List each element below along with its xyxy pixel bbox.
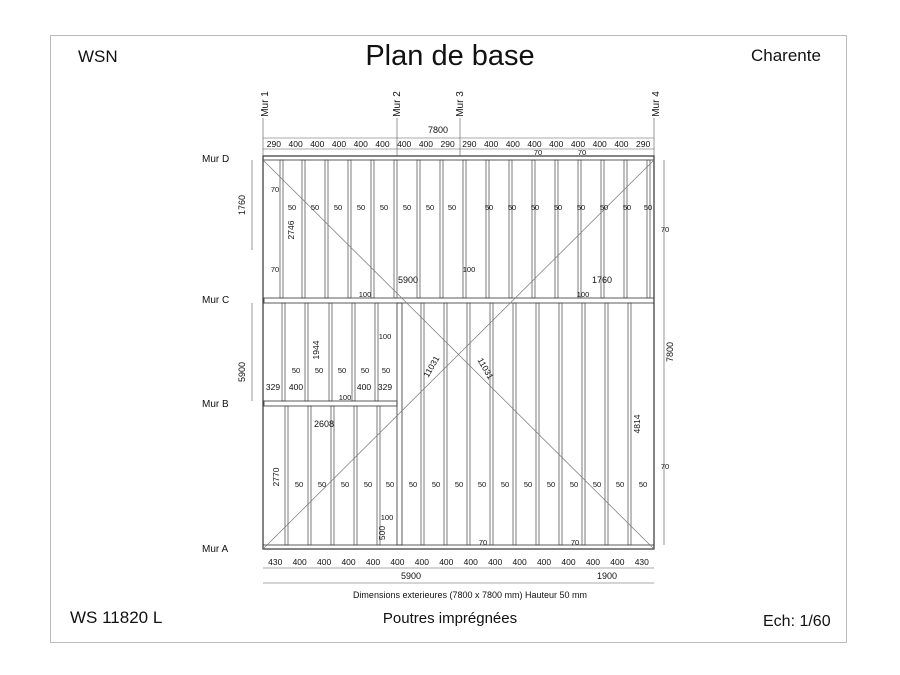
bottom-dimension-label: 400 — [488, 557, 503, 567]
span-400-right: 400 — [356, 382, 372, 392]
bottom-dimension-label: 400 — [561, 557, 576, 567]
gap-100: 100 — [462, 265, 476, 274]
joist — [486, 160, 489, 298]
spacing-label: 50 — [622, 203, 632, 212]
joist — [532, 160, 535, 298]
reference-code: WS 11820 L — [70, 608, 163, 627]
wall-label-horizontal: Mur A — [202, 544, 229, 555]
joist — [513, 303, 516, 545]
joist — [377, 406, 380, 545]
top-dimension-label: 400 — [592, 139, 607, 149]
bottom-total-left: 5900 — [400, 571, 422, 581]
bottom-dimension-label: 430 — [268, 557, 283, 567]
span-500: 500 — [377, 525, 387, 541]
span-2746: 2746 — [286, 220, 296, 240]
wall-label-vertical: Mur 1 — [260, 91, 271, 117]
spacing-label: 50 — [425, 203, 435, 212]
top-dimension-label: 400 — [288, 139, 303, 149]
top-dimension-label: 400 — [505, 139, 520, 149]
beam-vertical-center — [397, 303, 402, 545]
top-dimension-label: 400 — [549, 139, 564, 149]
spacing-label: 50 — [500, 480, 510, 489]
top-dimension-label: 400 — [570, 139, 586, 149]
spacing-label: 50 — [340, 480, 350, 489]
spacing-label: 50 — [599, 203, 609, 212]
spacing-label: 50 — [592, 480, 602, 489]
gap-70: 70 — [577, 148, 587, 157]
bottom-dimension-label: 430 — [634, 557, 649, 567]
joist — [624, 160, 627, 298]
joist — [578, 160, 581, 298]
joist — [559, 303, 562, 545]
spacing-label: 50 — [314, 366, 324, 375]
top-dimension-label: 400 — [527, 139, 542, 149]
page-title: Plan de base — [365, 40, 535, 72]
dimensions-note: Dimensions exterieures (7800 x 7800 mm) Hauteur 50 mm — [352, 590, 588, 600]
bottom-dimension-label: 400 — [292, 557, 307, 567]
spacing-label: 50 — [615, 480, 625, 489]
joist — [467, 303, 470, 545]
spacing-label: 50 — [287, 203, 297, 212]
joist — [628, 303, 631, 545]
joist — [394, 160, 397, 298]
bottom-dimension-label: 400 — [512, 557, 527, 567]
spacing-label: 50 — [546, 480, 556, 489]
joist — [536, 303, 539, 545]
wall-label-horizontal: Mur B — [202, 399, 229, 410]
wall-label-vertical: Mur 3 — [455, 91, 466, 117]
span-5900: 5900 — [397, 275, 419, 285]
scale-label: Ech: 1/60 — [763, 613, 831, 630]
beam-mur-b — [264, 401, 397, 406]
joist — [282, 303, 285, 401]
spacing-label: 50 — [454, 480, 464, 489]
diagonal-bracing — [263, 160, 654, 549]
spacing-label: 50 — [408, 480, 418, 489]
bottom-dimension-label: 400 — [317, 557, 332, 567]
wall-label-vertical: Mur 2 — [392, 91, 403, 117]
span-2770: 2770 — [271, 467, 281, 487]
joist — [509, 160, 512, 298]
spacing-label: 50 — [337, 366, 347, 375]
joist — [582, 303, 585, 545]
top-dimension-label: 290 — [266, 139, 281, 149]
bottom-dimension-label: 400 — [463, 557, 478, 567]
gap-70: 70 — [570, 538, 580, 547]
spacing-label: 50 — [484, 203, 494, 212]
spacing-label: 50 — [379, 203, 389, 212]
joist — [440, 160, 443, 298]
joist — [325, 160, 328, 298]
plan-outline — [263, 156, 654, 549]
span-1944: 1944 — [311, 340, 321, 360]
spacing-label: 50 — [530, 203, 540, 212]
top-dimension-label: 400 — [353, 139, 368, 149]
joist — [555, 160, 558, 298]
joist — [308, 406, 311, 545]
gap-70: 70 — [660, 462, 670, 471]
top-dimension-label: 290 — [462, 139, 477, 149]
wall-label-vertical: Mur 4 — [651, 91, 662, 117]
left-lower-dimension: 5900 — [237, 361, 247, 383]
spacing-label: 50 — [294, 480, 304, 489]
spacing-label: 50 — [360, 366, 370, 375]
joist — [354, 406, 357, 545]
company-label: WSN — [78, 47, 118, 66]
top-dimension-label: 400 — [375, 139, 390, 149]
spacing-label: 50 — [356, 203, 366, 212]
joist — [329, 303, 332, 401]
joist — [305, 303, 308, 401]
left-upper-dimension: 1760 — [237, 194, 247, 216]
spacing-label: 50 — [310, 203, 320, 212]
gap-70: 70 — [270, 265, 280, 274]
spacing-label: 50 — [333, 203, 343, 212]
gap-70: 70 — [478, 538, 488, 547]
joist — [647, 160, 650, 298]
bottom-dimension-label: 400 — [439, 557, 454, 567]
span-329-left: 329 — [265, 382, 281, 392]
spacing-label: 50 — [523, 480, 533, 489]
gap-70: 70 — [270, 185, 280, 194]
top-dimension-label: 400 — [483, 139, 499, 149]
spacing-label: 50 — [643, 203, 653, 212]
spacing-label: 50 — [402, 203, 412, 212]
right-total-dimension: 7800 — [665, 341, 675, 363]
wall-label-horizontal: Mur D — [202, 154, 230, 165]
bottom-total-right: 1900 — [596, 571, 618, 581]
material-label: Poutres imprégnées — [382, 610, 518, 627]
spacing-label: 50 — [569, 480, 579, 489]
top-dimension-label: 400 — [310, 139, 325, 149]
bottom-dimension-label: 400 — [414, 557, 429, 567]
gap-70: 70 — [660, 225, 670, 234]
bottom-dimension-label: 400 — [585, 557, 600, 567]
beam-mur-c — [264, 298, 654, 303]
spacing-label: 50 — [576, 203, 586, 212]
gap-100: 100 — [380, 513, 394, 522]
spacing-label: 50 — [385, 480, 395, 489]
bottom-dimension-label: 400 — [390, 557, 405, 567]
joist — [421, 303, 424, 545]
gap-100: 100 — [358, 290, 372, 299]
joist — [352, 303, 355, 401]
gap-100: 100 — [576, 290, 590, 299]
top-dimension-label: 400 — [418, 139, 434, 149]
joist — [444, 303, 447, 545]
spacing-label: 50 — [507, 203, 517, 212]
top-dimension-label: 400 — [331, 139, 347, 149]
spacing-label: 50 — [381, 366, 391, 375]
joist — [605, 303, 608, 545]
span-329-right: 329 — [377, 382, 393, 392]
top-dimension-label: 290 — [636, 139, 651, 149]
span-4814: 4814 — [632, 414, 642, 434]
gap-70: 70 — [533, 148, 543, 157]
joist — [371, 160, 374, 298]
top-dimension-label: 400 — [397, 139, 412, 149]
wall-label-horizontal: Mur C — [202, 295, 230, 306]
region-label: Charente — [751, 46, 821, 65]
spacing-label: 50 — [447, 203, 457, 212]
joist — [348, 160, 351, 298]
joist — [302, 160, 305, 298]
diagonal-label-right: 11031 — [475, 356, 496, 381]
spacing-label: 50 — [431, 480, 441, 489]
bottom-dimension-label: 400 — [610, 557, 625, 567]
joist — [490, 303, 493, 545]
bottom-dimension-label: 400 — [536, 557, 552, 567]
span-400-left: 400 — [288, 382, 304, 392]
spacing-label: 50 — [638, 480, 648, 489]
spacing-label: 50 — [317, 480, 327, 489]
top-dimension-label: 400 — [614, 139, 629, 149]
gap-100: 100 — [378, 332, 392, 341]
top-total-dimension: 7800 — [427, 125, 449, 135]
spacing-label: 50 — [363, 480, 373, 489]
diagonal-label-left: 11031 — [421, 354, 442, 379]
top-dimension-label: 290 — [440, 139, 455, 149]
bottom-dimension-label: 400 — [365, 557, 381, 567]
spacing-label: 50 — [291, 366, 301, 375]
spacing-label: 50 — [553, 203, 563, 212]
span-2608: 2608 — [313, 419, 335, 429]
spacing-label: 50 — [477, 480, 487, 489]
bottom-dimension-labels — [268, 557, 649, 567]
gap-100: 100 — [338, 393, 352, 402]
joist — [463, 160, 466, 298]
bottom-dimension-label: 400 — [341, 557, 356, 567]
span-1760: 1760 — [591, 275, 613, 285]
top-dimension-labels — [267, 139, 651, 149]
joist — [280, 160, 283, 298]
